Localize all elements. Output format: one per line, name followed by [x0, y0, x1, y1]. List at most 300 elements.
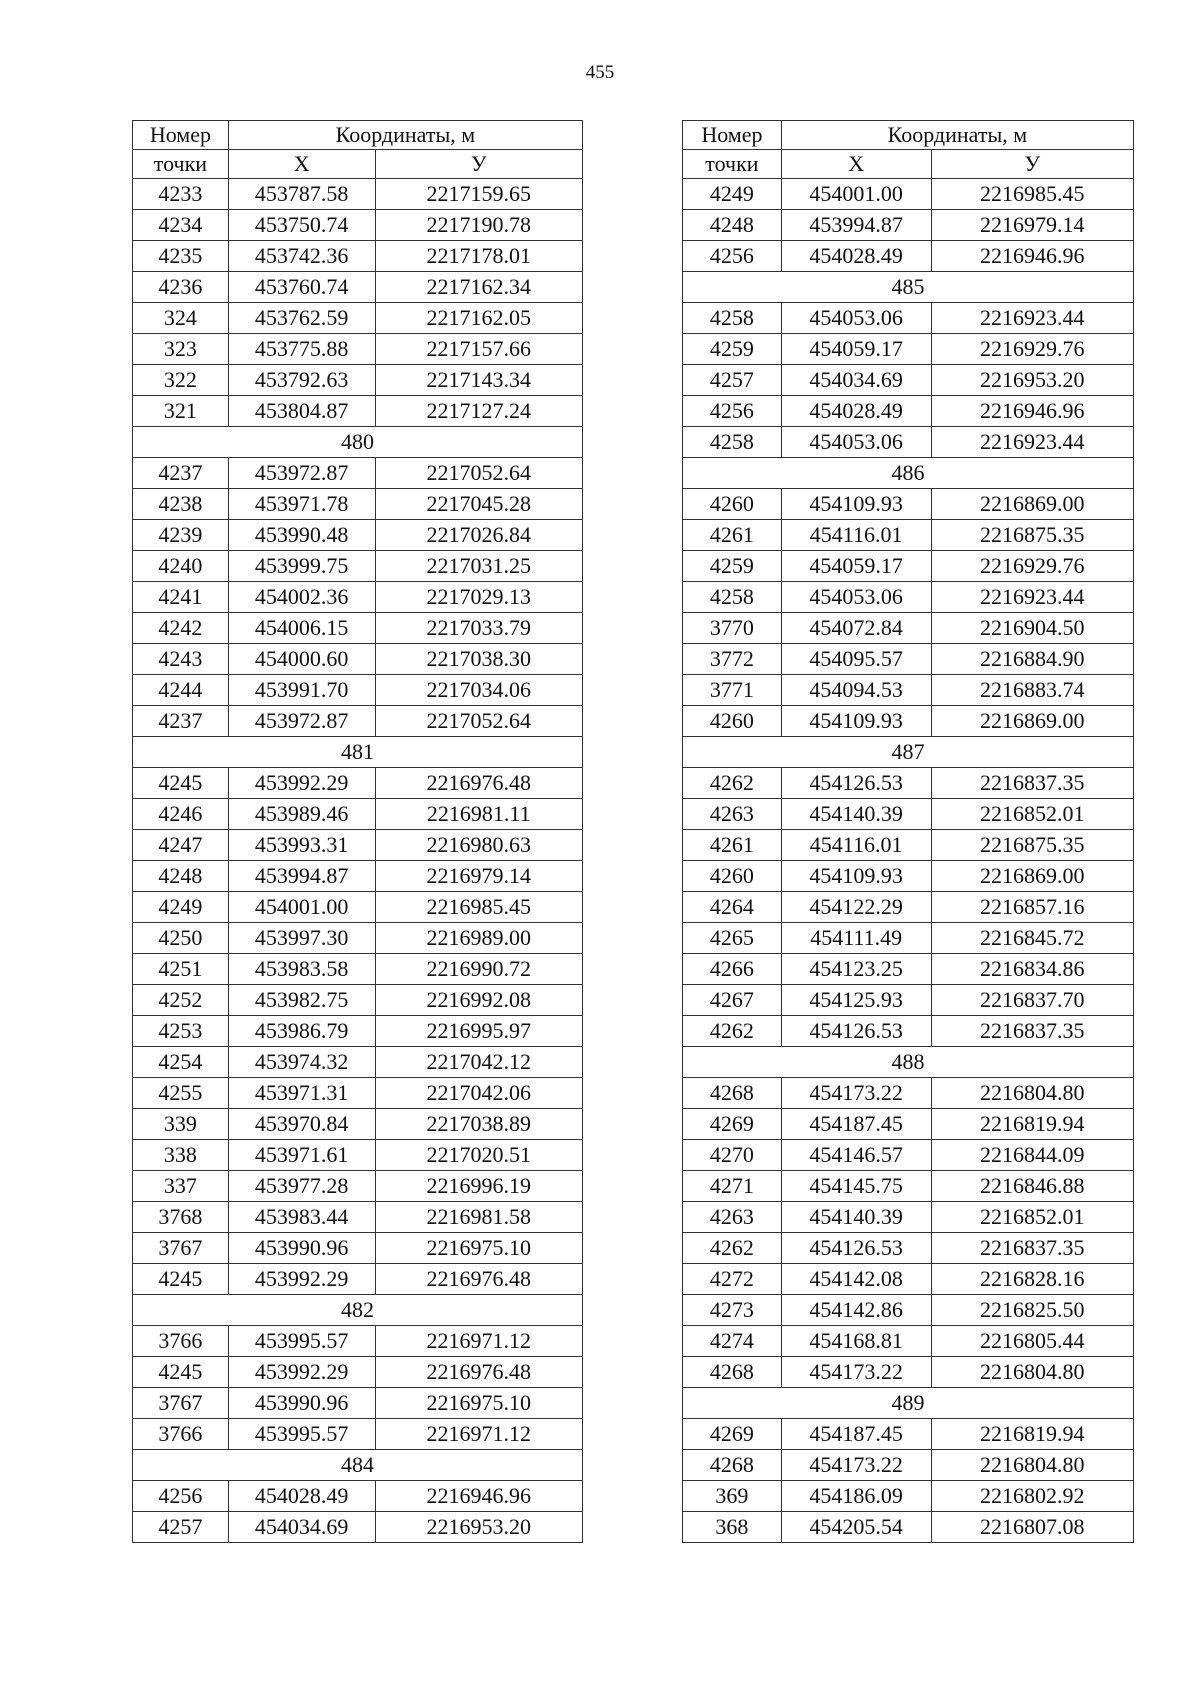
y-coordinate: 2216828.16 — [931, 1264, 1134, 1295]
point-number: 4240 — [133, 551, 229, 582]
table-row — [683, 1171, 1134, 1202]
x-coordinate: 453983.58 — [228, 954, 375, 985]
table-row — [133, 1016, 583, 1047]
x-coordinate: 454205.54 — [781, 1512, 931, 1543]
section-number: 485 — [683, 272, 1134, 303]
x-coordinate: 454140.39 — [781, 1202, 931, 1233]
point-number: 4242 — [133, 613, 229, 644]
table-row — [683, 365, 1134, 396]
y-coordinate: 2216804.80 — [931, 1450, 1134, 1481]
x-coordinate: 454053.06 — [781, 427, 931, 458]
section-row — [133, 427, 583, 458]
header-coordinates: Координаты, м — [781, 121, 1133, 150]
x-coordinate: 454146.57 — [781, 1140, 931, 1171]
x-coordinate: 454034.69 — [228, 1512, 375, 1543]
y-coordinate: 2216875.35 — [931, 830, 1134, 861]
x-coordinate: 453971.61 — [228, 1140, 375, 1171]
y-coordinate: 2216869.00 — [931, 489, 1134, 520]
table-row — [683, 582, 1134, 613]
y-coordinate: 2217190.78 — [375, 210, 582, 241]
point-number: 4273 — [683, 1295, 782, 1326]
point-number: 4255 — [133, 1078, 229, 1109]
y-coordinate: 2216904.50 — [931, 613, 1134, 644]
table-row — [133, 1078, 583, 1109]
table-row — [133, 644, 583, 675]
table-row — [683, 396, 1134, 427]
point-number: 4252 — [133, 985, 229, 1016]
x-coordinate: 454002.36 — [228, 582, 375, 613]
y-coordinate: 2216946.96 — [375, 1481, 582, 1512]
point-number: 3771 — [683, 675, 782, 706]
x-coordinate: 453999.75 — [228, 551, 375, 582]
table-row — [133, 923, 583, 954]
x-coordinate: 454072.84 — [781, 613, 931, 644]
y-coordinate: 2216837.35 — [931, 1016, 1134, 1047]
point-number: 338 — [133, 1140, 229, 1171]
point-number: 3766 — [133, 1419, 229, 1450]
table-row — [133, 706, 583, 737]
table-row — [683, 179, 1134, 210]
x-coordinate: 453982.75 — [228, 985, 375, 1016]
table-row — [683, 1078, 1134, 1109]
point-number: 4247 — [133, 830, 229, 861]
section-number: 486 — [683, 458, 1134, 489]
y-coordinate: 2217034.06 — [375, 675, 582, 706]
y-coordinate: 2216975.10 — [375, 1388, 582, 1419]
x-coordinate: 453760.74 — [228, 272, 375, 303]
point-number: 4271 — [683, 1171, 782, 1202]
point-number: 4239 — [133, 520, 229, 551]
y-coordinate: 2216923.44 — [931, 303, 1134, 334]
x-coordinate: 453994.87 — [781, 210, 931, 241]
table-row — [683, 1450, 1134, 1481]
header-coordinates: Координаты, м — [228, 121, 582, 150]
point-number: 4268 — [683, 1450, 782, 1481]
y-coordinate: 2216837.35 — [931, 768, 1134, 799]
table-row — [683, 613, 1134, 644]
section-number: 484 — [133, 1450, 583, 1481]
table-row — [683, 334, 1134, 365]
table-row — [683, 675, 1134, 706]
y-coordinate: 2216825.50 — [931, 1295, 1134, 1326]
table-row — [133, 1512, 583, 1543]
y-coordinate: 2216923.44 — [931, 427, 1134, 458]
point-number: 4269 — [683, 1109, 782, 1140]
x-coordinate: 453993.31 — [228, 830, 375, 861]
table-row — [133, 1233, 583, 1264]
y-coordinate: 2217042.06 — [375, 1078, 582, 1109]
point-number: 4236 — [133, 272, 229, 303]
y-coordinate: 2216834.86 — [931, 954, 1134, 985]
point-number: 4259 — [683, 551, 782, 582]
table-row — [133, 954, 583, 985]
x-coordinate: 454173.22 — [781, 1450, 931, 1481]
y-coordinate: 2217031.25 — [375, 551, 582, 582]
y-coordinate: 2216869.00 — [931, 861, 1134, 892]
x-coordinate: 454116.01 — [781, 520, 931, 551]
x-coordinate: 454034.69 — [781, 365, 931, 396]
point-number: 4248 — [133, 861, 229, 892]
y-coordinate: 2216985.45 — [931, 179, 1134, 210]
y-coordinate: 2216979.14 — [375, 861, 582, 892]
x-coordinate: 454145.75 — [781, 1171, 931, 1202]
point-number: 4251 — [133, 954, 229, 985]
y-coordinate: 2216805.44 — [931, 1326, 1134, 1357]
point-number: 4253 — [133, 1016, 229, 1047]
y-coordinate: 2217127.24 — [375, 396, 582, 427]
section-row — [683, 272, 1134, 303]
y-coordinate: 2216819.94 — [931, 1419, 1134, 1450]
point-number: 4249 — [683, 179, 782, 210]
y-coordinate: 2216884.90 — [931, 644, 1134, 675]
y-coordinate: 2217029.13 — [375, 582, 582, 613]
x-coordinate: 454109.93 — [781, 861, 931, 892]
section-row — [133, 1295, 583, 1326]
point-number: 4263 — [683, 799, 782, 830]
section-row — [133, 1450, 583, 1481]
y-coordinate: 2217162.34 — [375, 272, 582, 303]
table-row — [133, 396, 583, 427]
x-coordinate: 454116.01 — [781, 830, 931, 861]
y-coordinate: 2216802.92 — [931, 1481, 1134, 1512]
x-coordinate: 453986.79 — [228, 1016, 375, 1047]
y-coordinate: 2216819.94 — [931, 1109, 1134, 1140]
x-coordinate: 454126.53 — [781, 768, 931, 799]
x-coordinate: 454187.45 — [781, 1419, 931, 1450]
point-number: 323 — [133, 334, 229, 365]
header-y: У — [931, 150, 1134, 179]
point-number: 339 — [133, 1109, 229, 1140]
point-number: 337 — [133, 1171, 229, 1202]
point-number: 3767 — [133, 1233, 229, 1264]
point-number: 4257 — [133, 1512, 229, 1543]
y-coordinate: 2217143.34 — [375, 365, 582, 396]
y-coordinate: 2216857.16 — [931, 892, 1134, 923]
point-number: 368 — [683, 1512, 782, 1543]
point-number: 4245 — [133, 1357, 229, 1388]
table-row — [683, 644, 1134, 675]
point-number: 4261 — [683, 520, 782, 551]
point-number: 3766 — [133, 1326, 229, 1357]
table-row — [133, 179, 583, 210]
y-coordinate: 2216929.76 — [931, 551, 1134, 582]
y-coordinate: 2216985.45 — [375, 892, 582, 923]
x-coordinate: 454168.81 — [781, 1326, 931, 1357]
table-row — [133, 1419, 583, 1450]
table-row — [133, 1109, 583, 1140]
table-row — [683, 1202, 1134, 1233]
point-number: 3772 — [683, 644, 782, 675]
y-coordinate: 2216837.35 — [931, 1233, 1134, 1264]
x-coordinate: 453977.28 — [228, 1171, 375, 1202]
y-coordinate: 2216804.80 — [931, 1357, 1134, 1388]
y-coordinate: 2216883.74 — [931, 675, 1134, 706]
table-row — [133, 799, 583, 830]
y-coordinate: 2217052.64 — [375, 458, 582, 489]
y-coordinate: 2216923.44 — [931, 582, 1134, 613]
table-row — [683, 1016, 1134, 1047]
table-row — [683, 1419, 1134, 1450]
x-coordinate: 453762.59 — [228, 303, 375, 334]
y-coordinate: 2216981.58 — [375, 1202, 582, 1233]
x-coordinate: 454001.00 — [781, 179, 931, 210]
point-number: 4268 — [683, 1078, 782, 1109]
x-coordinate: 454173.22 — [781, 1078, 931, 1109]
point-number: 4260 — [683, 706, 782, 737]
x-coordinate: 453971.78 — [228, 489, 375, 520]
point-number: 4266 — [683, 954, 782, 985]
section-row — [133, 737, 583, 768]
table-row — [133, 520, 583, 551]
point-number: 4248 — [683, 210, 782, 241]
table-row — [133, 1388, 583, 1419]
table-row — [683, 303, 1134, 334]
table-row — [133, 1047, 583, 1078]
point-number: 4259 — [683, 334, 782, 365]
point-number: 4261 — [683, 830, 782, 861]
point-number: 4265 — [683, 923, 782, 954]
point-number: 4270 — [683, 1140, 782, 1171]
point-number: 4263 — [683, 1202, 782, 1233]
x-coordinate: 453970.84 — [228, 1109, 375, 1140]
x-coordinate: 454126.53 — [781, 1016, 931, 1047]
x-coordinate: 453991.70 — [228, 675, 375, 706]
x-coordinate: 454173.22 — [781, 1357, 931, 1388]
point-number: 4249 — [133, 892, 229, 923]
table-row — [133, 1140, 583, 1171]
x-coordinate: 453995.57 — [228, 1326, 375, 1357]
point-number: 4237 — [133, 706, 229, 737]
point-number: 4237 — [133, 458, 229, 489]
point-number: 4256 — [683, 241, 782, 272]
section-row — [683, 458, 1134, 489]
y-coordinate: 2216976.48 — [375, 768, 582, 799]
table-row — [133, 861, 583, 892]
y-coordinate: 2216980.63 — [375, 830, 582, 861]
x-coordinate: 454123.25 — [781, 954, 931, 985]
x-coordinate: 453983.44 — [228, 1202, 375, 1233]
point-number: 4243 — [133, 644, 229, 675]
x-coordinate: 453804.87 — [228, 396, 375, 427]
section-number: 487 — [683, 737, 1134, 768]
x-coordinate: 454059.17 — [781, 334, 931, 365]
table-row — [133, 365, 583, 396]
y-coordinate: 2216989.00 — [375, 923, 582, 954]
header-y: У — [375, 150, 582, 179]
x-coordinate: 454187.45 — [781, 1109, 931, 1140]
table-row — [133, 1357, 583, 1388]
point-number: 4262 — [683, 1016, 782, 1047]
point-number: 3768 — [133, 1202, 229, 1233]
y-coordinate: 2216990.72 — [375, 954, 582, 985]
table-row — [683, 1233, 1134, 1264]
point-number: 4269 — [683, 1419, 782, 1450]
table-row — [133, 489, 583, 520]
point-number: 3770 — [683, 613, 782, 644]
table-row — [133, 551, 583, 582]
y-coordinate: 2216852.01 — [931, 799, 1134, 830]
x-coordinate: 454109.93 — [781, 706, 931, 737]
point-number: 4244 — [133, 675, 229, 706]
header-point-number: Номер — [683, 121, 782, 150]
table-row — [683, 427, 1134, 458]
section-number: 489 — [683, 1388, 1134, 1419]
y-coordinate: 2216976.48 — [375, 1264, 582, 1295]
point-number: 4256 — [683, 396, 782, 427]
y-coordinate: 2216992.08 — [375, 985, 582, 1016]
table-row — [683, 799, 1134, 830]
y-coordinate: 2216976.48 — [375, 1357, 582, 1388]
y-coordinate: 2216837.70 — [931, 985, 1134, 1016]
x-coordinate: 453972.87 — [228, 706, 375, 737]
table-row — [683, 1109, 1134, 1140]
table-row — [683, 1357, 1134, 1388]
table-row — [683, 830, 1134, 861]
table-row — [683, 768, 1134, 799]
x-coordinate: 453792.63 — [228, 365, 375, 396]
x-coordinate: 454028.49 — [781, 241, 931, 272]
table-row — [683, 1264, 1134, 1295]
y-coordinate: 2217178.01 — [375, 241, 582, 272]
y-coordinate: 2216995.97 — [375, 1016, 582, 1047]
y-coordinate: 2216971.12 — [375, 1419, 582, 1450]
header-point-number-2: точки — [683, 150, 782, 179]
point-number: 4254 — [133, 1047, 229, 1078]
x-coordinate: 454140.39 — [781, 799, 931, 830]
x-coordinate: 453972.87 — [228, 458, 375, 489]
x-coordinate: 453742.36 — [228, 241, 375, 272]
table-row — [133, 1481, 583, 1512]
table-row — [133, 272, 583, 303]
table-row — [683, 985, 1134, 1016]
y-coordinate: 2216981.11 — [375, 799, 582, 830]
point-number: 4233 — [133, 179, 229, 210]
table-row — [683, 1140, 1134, 1171]
x-coordinate: 453990.96 — [228, 1233, 375, 1264]
point-number: 4235 — [133, 241, 229, 272]
point-number: 4262 — [683, 768, 782, 799]
table-row — [683, 861, 1134, 892]
y-coordinate: 2216946.96 — [931, 396, 1134, 427]
y-coordinate: 2216844.09 — [931, 1140, 1134, 1171]
x-coordinate: 454095.57 — [781, 644, 931, 675]
x-coordinate: 454053.06 — [781, 303, 931, 334]
y-coordinate: 2216852.01 — [931, 1202, 1134, 1233]
table-row — [133, 985, 583, 1016]
y-coordinate: 2217159.65 — [375, 179, 582, 210]
point-number: 4258 — [683, 582, 782, 613]
table-row — [133, 334, 583, 365]
table-row — [133, 582, 583, 613]
point-number: 4245 — [133, 1264, 229, 1295]
y-coordinate: 2216953.20 — [931, 365, 1134, 396]
table-row — [133, 1171, 583, 1202]
x-coordinate: 453974.32 — [228, 1047, 375, 1078]
y-coordinate: 2217033.79 — [375, 613, 582, 644]
x-coordinate: 454053.06 — [781, 582, 931, 613]
x-coordinate: 453989.46 — [228, 799, 375, 830]
x-coordinate: 453997.30 — [228, 923, 375, 954]
point-number: 4246 — [133, 799, 229, 830]
point-number: 4234 — [133, 210, 229, 241]
point-number: 4260 — [683, 861, 782, 892]
point-number: 4260 — [683, 489, 782, 520]
header-x: X — [781, 150, 931, 179]
coordinates-table-left — [132, 120, 583, 1543]
y-coordinate: 2216846.88 — [931, 1171, 1134, 1202]
table-row — [683, 1295, 1134, 1326]
point-number: 4272 — [683, 1264, 782, 1295]
table-row — [133, 458, 583, 489]
x-coordinate: 454111.49 — [781, 923, 931, 954]
x-coordinate: 453992.29 — [228, 768, 375, 799]
point-number: 4238 — [133, 489, 229, 520]
section-number: 482 — [133, 1295, 583, 1326]
x-coordinate: 453994.87 — [228, 861, 375, 892]
table-row — [133, 613, 583, 644]
x-coordinate: 454126.53 — [781, 1233, 931, 1264]
section-number: 480 — [133, 427, 583, 458]
table-row — [683, 551, 1134, 582]
point-number: 4262 — [683, 1233, 782, 1264]
x-coordinate: 454001.00 — [228, 892, 375, 923]
table-row — [683, 923, 1134, 954]
table-row — [133, 892, 583, 923]
x-coordinate: 453995.57 — [228, 1419, 375, 1450]
x-coordinate: 454142.86 — [781, 1295, 931, 1326]
point-number: 322 — [133, 365, 229, 396]
table-row — [683, 1512, 1134, 1543]
y-coordinate: 2216807.08 — [931, 1512, 1134, 1543]
section-row — [683, 1047, 1134, 1078]
point-number: 324 — [133, 303, 229, 334]
page-number: 455 — [585, 62, 615, 83]
point-number: 4256 — [133, 1481, 229, 1512]
y-coordinate: 2217038.89 — [375, 1109, 582, 1140]
y-coordinate: 2217020.51 — [375, 1140, 582, 1171]
x-coordinate: 454186.09 — [781, 1481, 931, 1512]
x-coordinate: 453992.29 — [228, 1264, 375, 1295]
table-row — [133, 1202, 583, 1233]
y-coordinate: 2216971.12 — [375, 1326, 582, 1357]
point-number: 4245 — [133, 768, 229, 799]
y-coordinate: 2216979.14 — [931, 210, 1134, 241]
y-coordinate: 2217026.84 — [375, 520, 582, 551]
y-coordinate: 2216946.96 — [931, 241, 1134, 272]
point-number: 4268 — [683, 1357, 782, 1388]
y-coordinate: 2216929.76 — [931, 334, 1134, 365]
table-row — [683, 1481, 1134, 1512]
point-number: 4264 — [683, 892, 782, 923]
header-point-number: Номер — [133, 121, 229, 150]
section-row — [683, 1388, 1134, 1419]
y-coordinate: 2217162.05 — [375, 303, 582, 334]
table-row — [133, 830, 583, 861]
point-number: 4267 — [683, 985, 782, 1016]
point-number: 4274 — [683, 1326, 782, 1357]
point-number: 321 — [133, 396, 229, 427]
y-coordinate: 2216845.72 — [931, 923, 1134, 954]
y-coordinate: 2217045.28 — [375, 489, 582, 520]
y-coordinate: 2216996.19 — [375, 1171, 582, 1202]
table-row — [683, 1326, 1134, 1357]
table-row — [683, 954, 1134, 985]
point-number: 3767 — [133, 1388, 229, 1419]
y-coordinate: 2216804.80 — [931, 1078, 1134, 1109]
table-row — [133, 1264, 583, 1295]
x-coordinate: 453775.88 — [228, 334, 375, 365]
table-row — [133, 768, 583, 799]
